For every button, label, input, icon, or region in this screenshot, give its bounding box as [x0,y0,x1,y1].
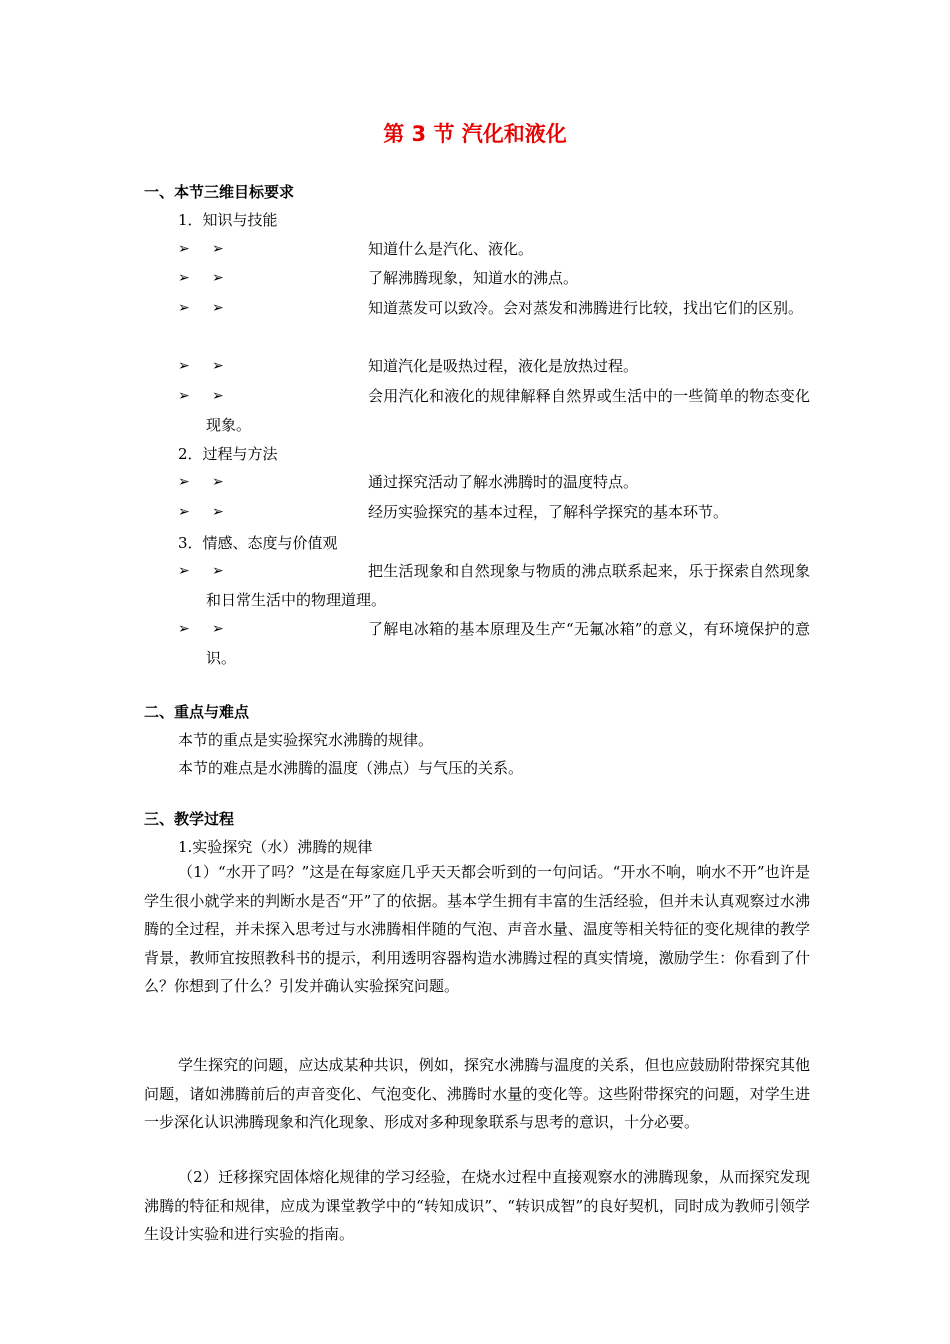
section-heading-goals: 一、本节三维目标要求 [144,183,295,201]
bullet-item: ➢ ➢ 经历实验探究的基本过程，了解科学探究的基本环节。 [178,498,810,527]
section-heading-teaching-process: 三、教学过程 [144,810,235,828]
bullet-icon: ➢ ➢ [178,474,224,490]
bullet-item: ➢ ➢ 了解电冰箱的基本原理及生产“无氟冰箱”的意义，有环境保护的意识。 [178,615,810,673]
subheading-knowledge-skills: 1．知识与技能 [178,211,278,229]
paragraph: （1）“水开了吗？”这是在每家庭几乎天天都会听到的一句问话。“开水不响，响水不开”也许是学生很小就学来的判断水是否“开”了的依据。基本学生拥有丰富的生活经验，但并未认真观察过水沸腾的全过程，并未探入思考过与水沸腾相伴随的气泡、声音水量、温度等相关特征的变化规律的教学背景，教师宜按照教科书的提示，利用透明容器构造水沸腾过程的真实情境，激励学生：你看到了什么？你想到了什么？引发并确认实验探究问题。 [144,863,810,996]
bullet-item: ➢ ➢ 了解沸腾现象，知道水的沸点。 [178,264,810,293]
bullet-icon: ➢ ➢ [178,563,224,579]
bullet-icon: ➢ ➢ [178,270,224,286]
subheading-process-methods: 2．过程与方法 [178,445,278,463]
bullet-item: ➢ ➢ 把生活现象和自然现象与物质的沸点联系起来，乐于探索自然现象和日常生活中的物理道理。 [178,557,810,615]
paragraph: 学生探究的问题，应达成某种共识，例如，探究水沸腾与温度的关系，但也应鼓励附带探究其他问题，诸如沸腾前后的声音变化、气泡变化、沸腾时水量的变化等。这些附带探究的问题，对学生进一步深化认识沸腾现象和汽化现象、形成对多种现象联系与思考的意识，十分必要。 [144,1056,810,1132]
key-point-line: 本节的重点是实验探究水沸腾的规律。 [178,731,434,749]
bullet-icon: ➢ ➢ [178,621,224,637]
bullet-icon: ➢ ➢ [178,300,224,316]
bullet-item: ➢ ➢ 会用汽化和液化的规律解释自然界或生活中的一些简单的物态变化现象。 [178,382,810,440]
subheading-attitudes-values: 3．情感、态度与价值观 [178,534,338,552]
bullet-icon: ➢ ➢ [178,358,224,374]
bullet-icon: ➢ ➢ [178,241,224,257]
page-title: 第 3 节 汽化和液化 [383,122,567,146]
subheading-boiling-experiment: 1.实验探究（水）沸腾的规律 [178,838,373,856]
bullet-item: ➢ ➢ 知道汽化是吸热过程，液化是放热过程。 [178,352,810,381]
section-heading-key-points: 二、重点与难点 [144,703,250,721]
bullet-item: ➢ ➢ 通过探究活动了解水沸腾时的温度特点。 [178,468,810,497]
difficulty-line: 本节的难点是水沸腾的温度（沸点）与气压的关系。 [178,759,524,777]
paragraph: （2）迁移探究固体熔化规律的学习经验，在烧水过程中直接观察水的沸腾现象，从而探究发现沸腾的特征和规律，应成为课堂教学中的“转知成识”、“转识成智”的良好契机，同时成为教师引领学生设计实验和进行实验的指南。 [144,1168,810,1244]
bullet-item: ➢ ➢ 知道蒸发可以致冷。会对蒸发和沸腾进行比较，找出它们的区别。 [178,294,810,323]
bullet-icon: ➢ ➢ [178,388,224,404]
bullet-item: ➢ ➢ 知道什么是汽化、液化。 [178,235,810,264]
bullet-icon: ➢ ➢ [178,504,224,520]
